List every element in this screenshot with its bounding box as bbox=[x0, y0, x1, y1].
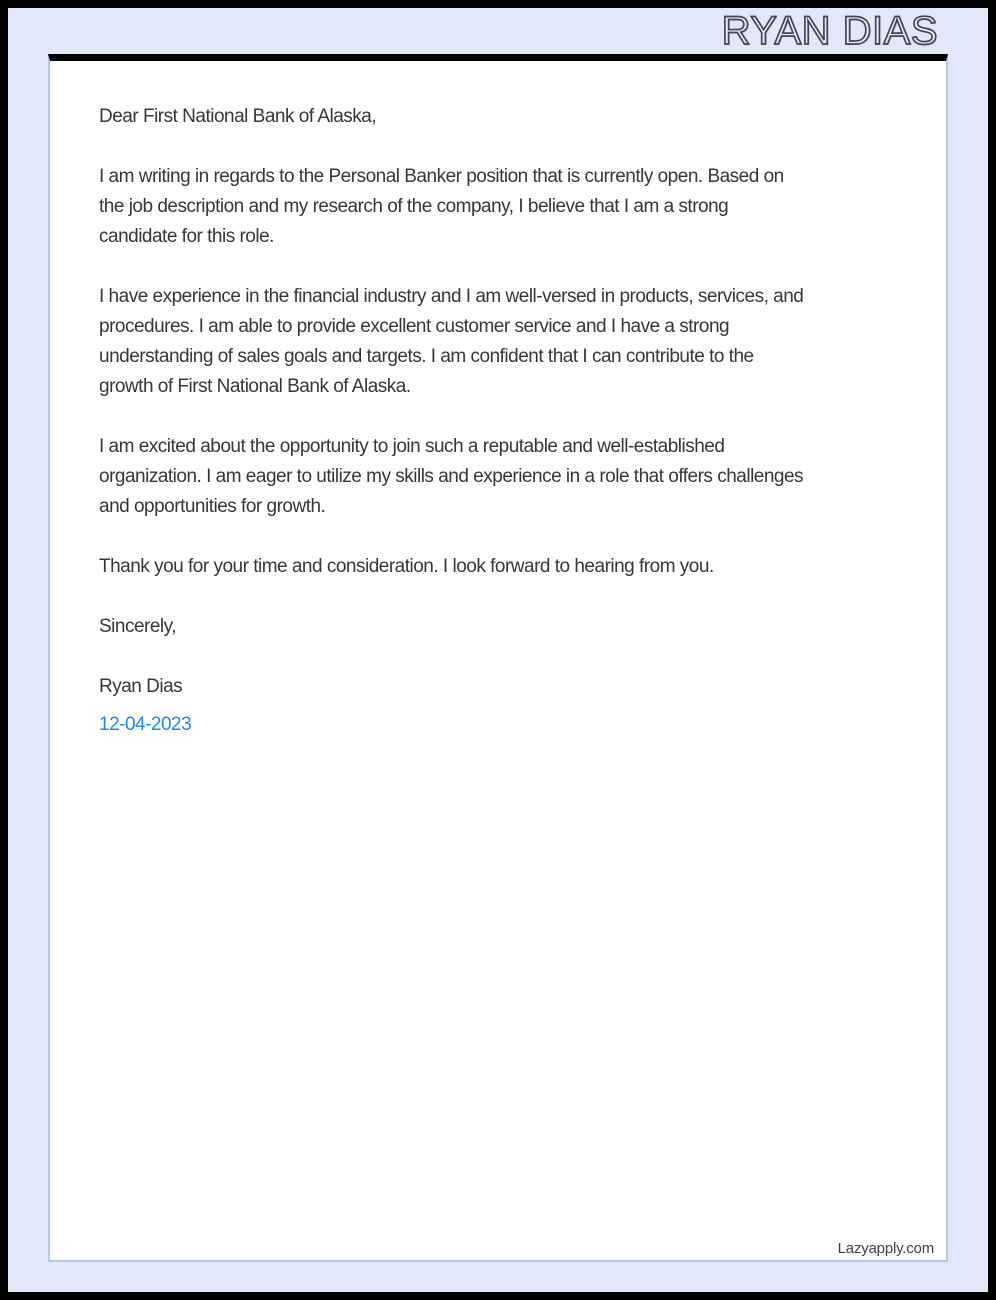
greeting: Dear First National Bank of Alaska, bbox=[99, 106, 377, 127]
closing: Sincerely, bbox=[99, 616, 177, 637]
date-link[interactable]: 12-04-2023 bbox=[99, 714, 192, 735]
paragraph-intro: I am writing in regards to the Personal Banker position that is currently open. Based on the job description and my research of the company, I believe that I am a strong candidate for this role. bbox=[99, 166, 784, 247]
letter-body bbox=[50, 61, 946, 740]
paragraph-motivation: I am excited about the opportunity to join such a reputable and well-established organization. I am eager to utilize my skills and experience in a role that offers challenges and opportunities for growth. bbox=[99, 436, 804, 517]
document-background bbox=[8, 8, 988, 1292]
letter-page bbox=[48, 54, 948, 1262]
signature-name: Ryan Dias bbox=[99, 676, 183, 697]
brand-watermark: Lazyapply.com bbox=[837, 1240, 934, 1257]
paragraph-experience: I have experience in the financial industry and I am well-versed in products, services, and procedures. I am able to provide excellent customer service and I have a strong understanding of sales goals and targets. I am confident that I can contribute to the growth of First National Bank of Alaska. bbox=[99, 286, 804, 397]
paragraph-thanks: Thank you for your time and consideration. I look forward to hearing from you. bbox=[99, 556, 714, 577]
applicant-name-heading: RYAN DIAS bbox=[721, 9, 938, 53]
